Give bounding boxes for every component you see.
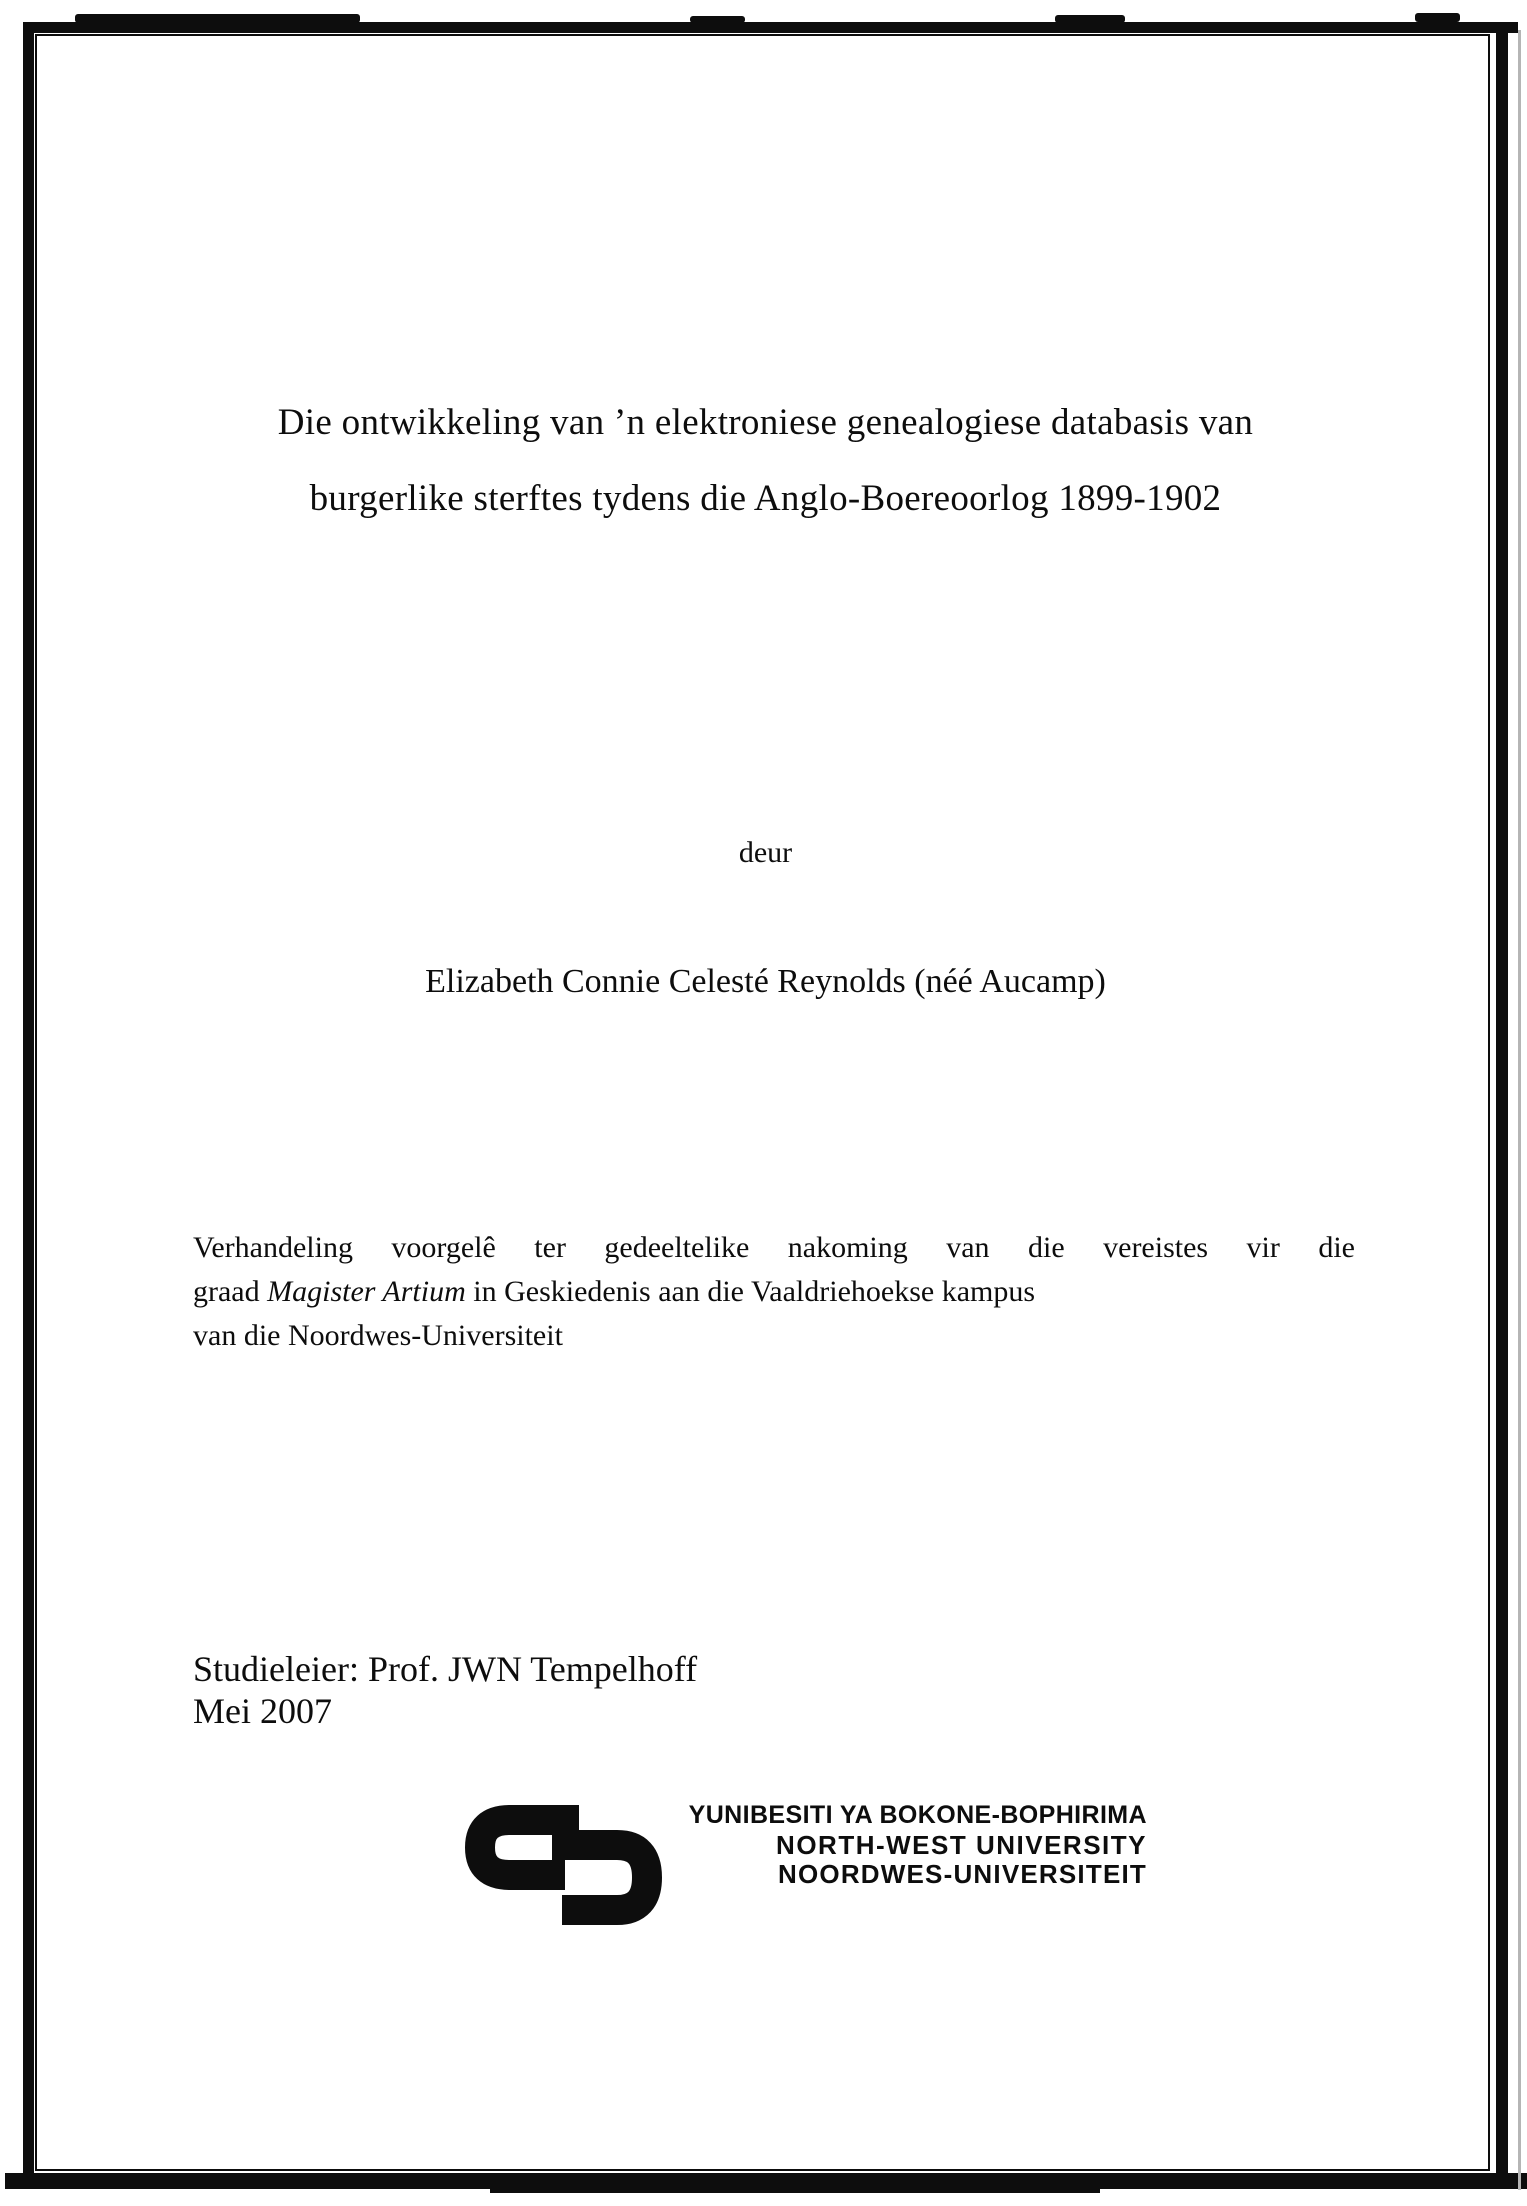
author-name: Elizabeth Connie Celesté Reynolds (néé Aucamp) [425,963,1106,1000]
degree-statement-line-2 [193,1270,1355,1314]
degree-statement [193,1226,1355,1358]
degree-statement-line-2-post: in Geskiedenis aan die Vaaldriehoekse kampus [465,1275,1036,1308]
scan-artifact [690,16,745,23]
page-border-top [23,22,1518,33]
degree-statement-line-1: Verhandeling voorgelê ter gedeeltelike nakoming van die vereistes vir die [193,1231,1355,1264]
page-border-right [1496,22,1508,2178]
logo-text-setswana: YUNIBESITI YA BOKONE-BOPHIRIMA [688,1801,1147,1829]
degree-name-italic: Magister Artium [267,1275,466,1308]
supervisor-date-block [193,1648,697,1732]
byline-label: deur [738,836,793,869]
degree-statement-line-2-pre: graad [193,1275,268,1308]
page-edge-shadow [1518,30,1521,2190]
page-border-left [23,22,34,2182]
logo-text-english: NORTH-WEST UNIVERSITY [776,1830,1147,1860]
scan-artifact [75,14,360,23]
university-logo-text [560,1800,1147,1889]
thesis-title-line-1: Die ontwikkeling van ’n elektroniese genealogiese databasis van [277,402,1254,443]
logo-text-afrikaans: NOORDWES-UNIVERSITEIT [778,1859,1147,1889]
scan-artifact [1055,15,1125,23]
thesis-title [23,385,1508,537]
degree-statement-line-3: van die Noordwes-Universiteit [193,1319,563,1352]
page-border-bottom [5,2173,1527,2189]
thesis-title-line-2: burgerlike sterftes tydens die Anglo-Boereoorlog 1899-1902 [309,478,1222,519]
supervisor-line: Studieleier: Prof. JWN Tempelhoff [193,1649,698,1689]
scan-artifact [490,2188,1100,2193]
scan-artifact [1415,13,1460,22]
university-logo [465,1799,1147,1959]
date-line: Mei 2007 [193,1691,332,1731]
